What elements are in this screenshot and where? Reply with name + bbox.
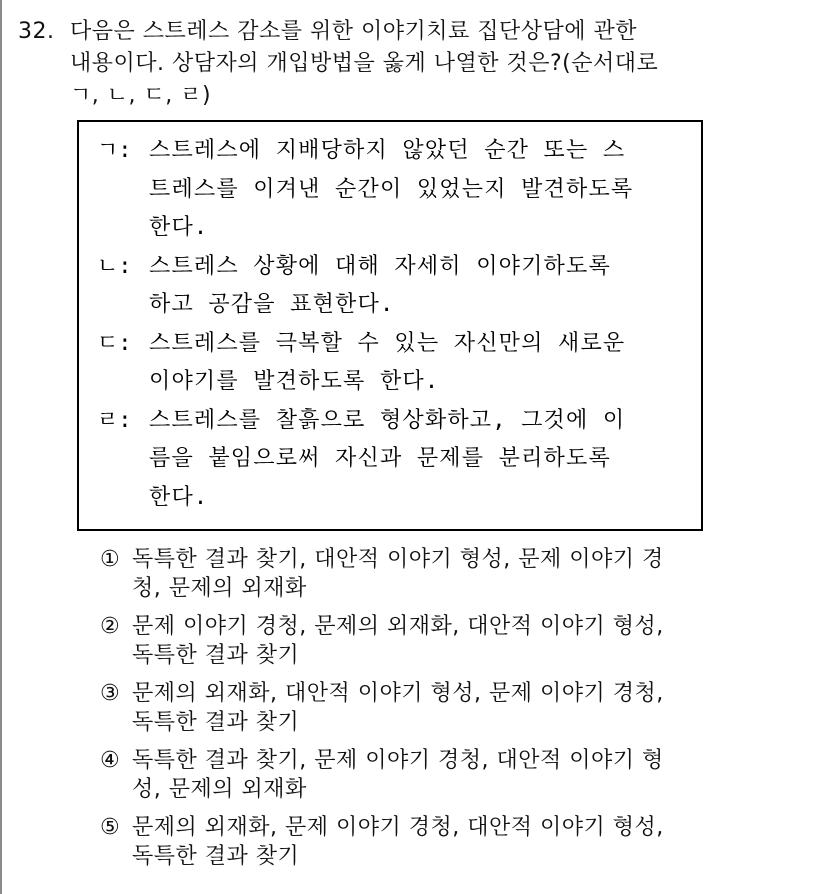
answer-option-5[interactable] (100, 813, 800, 871)
statement-line: 한다. (149, 484, 209, 510)
statement-line: 스트레스에 지배당하지 않았던 순간 또는 스 (149, 138, 626, 163)
option-text: 문제의 외재화, 대안적 이야기 형성, 문제 이야기 경청, (132, 681, 664, 706)
option-text: 성, 문제의 외재화 (132, 777, 307, 802)
statement-line: 스트레스를 극복할 수 있는 자신만의 새로운 (149, 330, 626, 356)
option-text: 문제의 외재화, 문제 이야기 경청, 대안적 이야기 형성, (132, 815, 664, 840)
question-line-2: 내용이다. 상담자의 개입방법을 옳게 나열한 것은?(순서대로 (70, 51, 659, 76)
answer-option-1[interactable] (100, 545, 800, 603)
statement-line: 스트레스를 찰흙으로 형상화하고, 그것에 이 (149, 407, 626, 433)
option-text: 독특한 결과 찾기 (132, 643, 300, 668)
option-text: 독특한 결과 찾기, 문제 이야기 경청, 대안적 이야기 형 (132, 748, 664, 773)
statement-item-nieun (97, 248, 697, 325)
option-text: 독특한 결과 찾기 (132, 710, 300, 735)
question-text: 다음은 스트레스 감소를 위한 이야기치료 집단상담에 관한 (70, 19, 638, 44)
answer-options (100, 545, 800, 880)
statement-label: ㄴ: (97, 253, 132, 279)
option-number: ④ (100, 748, 121, 773)
answer-option-3[interactable] (100, 679, 800, 737)
statement-label: ㄱ: (97, 138, 132, 163)
statement-label: ㄷ: (97, 330, 132, 356)
statement-box (77, 120, 703, 531)
option-number: ⑤ (100, 815, 121, 840)
option-number: ③ (100, 681, 121, 706)
option-number: ② (100, 614, 121, 639)
answer-option-2[interactable] (100, 612, 800, 670)
statement-item-digeut (97, 325, 697, 402)
question-stem (18, 16, 818, 112)
question-line-3: ㄱ, ㄴ, ㄷ, ㄹ) (70, 83, 212, 108)
question-number: 32. (18, 19, 55, 44)
statement-list (97, 132, 697, 517)
statement-line: 트레스를 이겨낸 순간이 있었는지 발견하도록 (149, 176, 634, 202)
option-text: 문제 이야기 경청, 문제의 외재화, 대안적 이야기 형성, (132, 614, 664, 639)
statement-item-rieul (97, 402, 697, 518)
page-left-border (0, 0, 2, 894)
statement-line: 스트레스 상황에 대해 자세히 이야기하도록 (149, 253, 611, 279)
option-text: 청, 문제의 외재화 (132, 576, 307, 601)
statement-line: 하고 공감을 표현한다. (149, 292, 395, 317)
statement-line: 름을 붙임으로써 자신과 문제를 분리하도록 (149, 446, 611, 471)
statement-label: ㄹ: (97, 407, 132, 433)
option-text: 독특한 결과 찾기, 대안적 이야기 형성, 문제 이야기 경 (132, 547, 664, 572)
statement-line: 이야기를 발견하도록 한다. (149, 369, 440, 394)
statement-line: 한다. (149, 215, 209, 240)
answer-option-4[interactable] (100, 746, 800, 804)
option-text: 독특한 결과 찾기 (132, 844, 300, 869)
question-line-1 (18, 16, 818, 48)
option-number: ① (100, 547, 121, 572)
statement-item-giyeok (97, 132, 697, 248)
